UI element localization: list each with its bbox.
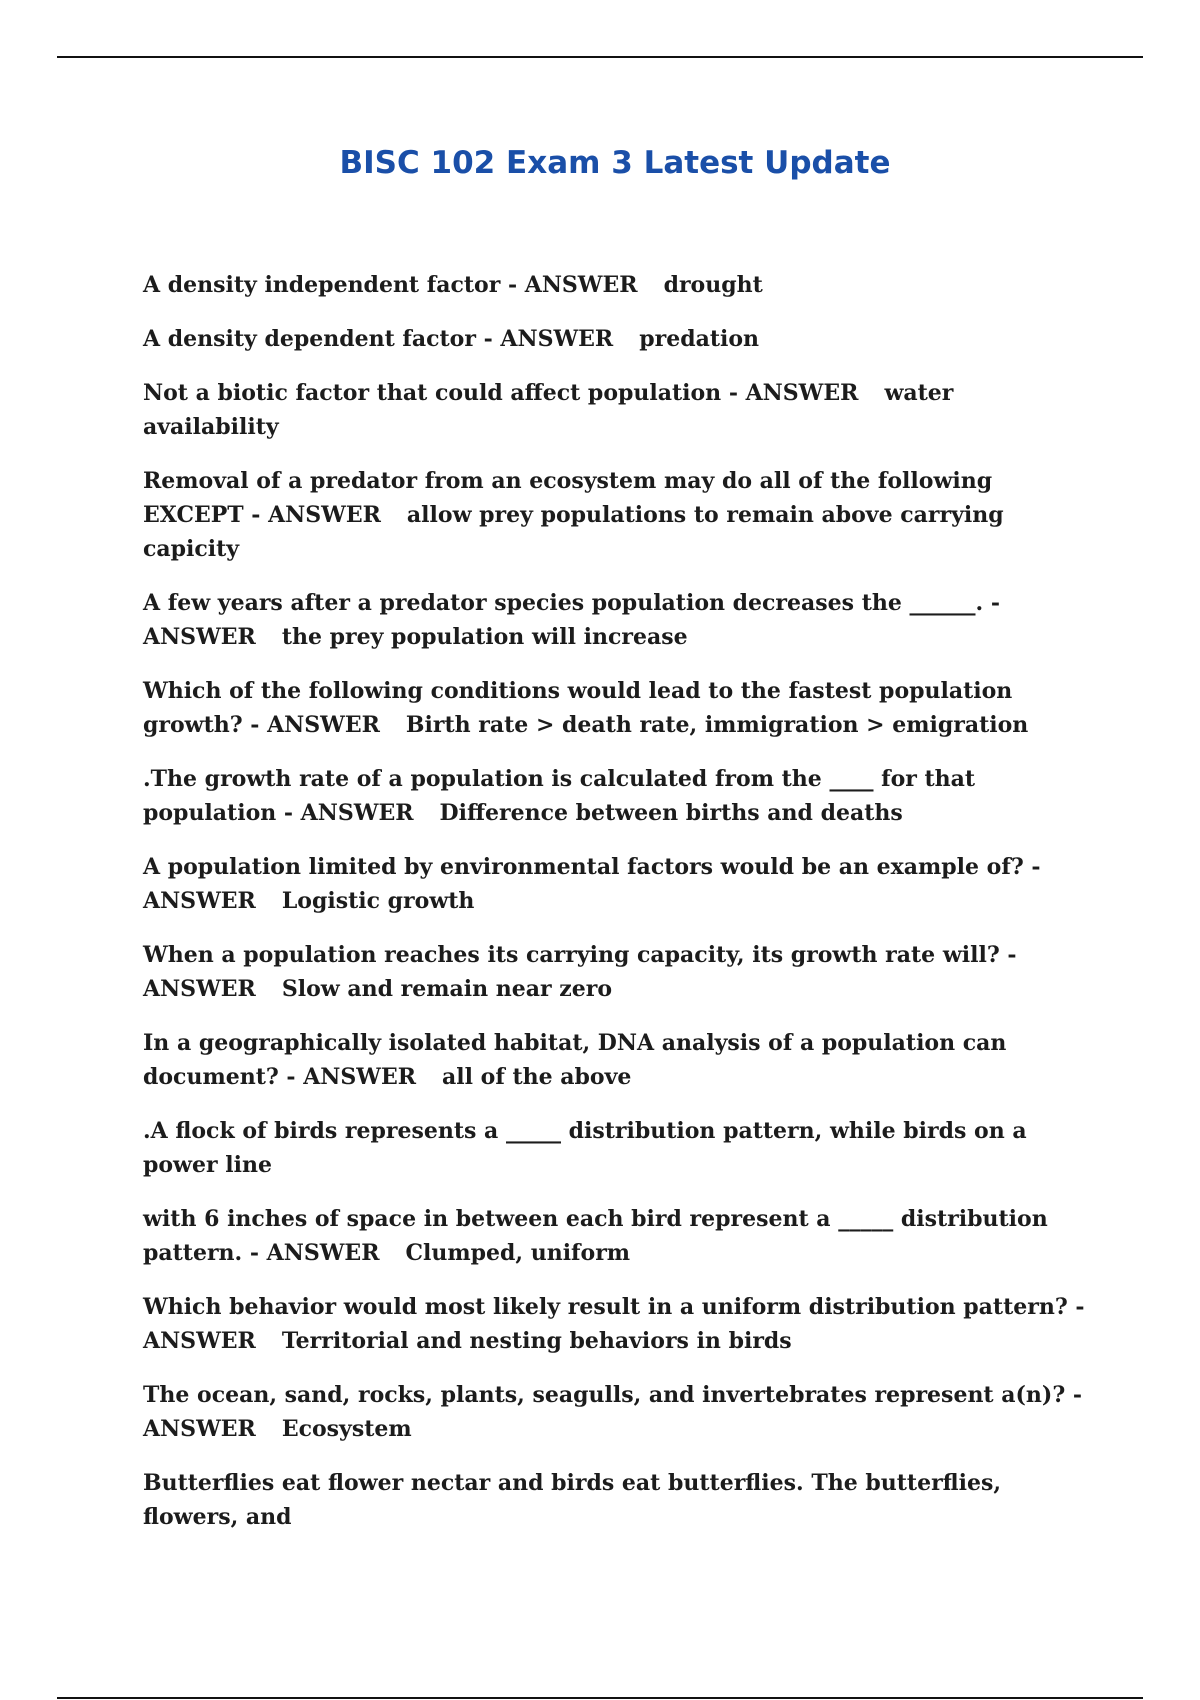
question-text: A density dependent factor - ANSWER xyxy=(143,326,614,352)
qa-item-1 xyxy=(143,268,1093,302)
answer-text: allow prey populations to remain above carrying capicity xyxy=(143,502,1004,562)
qa-item-10 xyxy=(143,1026,1093,1094)
answer-text: all of the above xyxy=(442,1064,632,1090)
question-text: Removal of a predator from an ecosystem may do all of the following EXCEPT - ANSWER xyxy=(143,468,993,528)
qa-item-13 xyxy=(143,1290,1093,1358)
answer-text: water availability xyxy=(143,380,954,440)
question-text: In a geographically isolated habitat, DNA analysis of a population can document? - ANSWER xyxy=(143,1030,1007,1090)
answer-text: Ecosystem xyxy=(281,1416,412,1442)
qa-item-9 xyxy=(143,938,1093,1006)
answer-text: Logistic growth xyxy=(281,888,475,914)
document-title: BISC 102 Exam 3 Latest Update xyxy=(339,145,891,181)
question-text: A population limited by environmental factors would be an example of? - ANSWER xyxy=(143,854,1041,914)
question-text: Which behavior would most likely result in a uniform distribution pattern? - ANSWER xyxy=(143,1294,1085,1354)
answer-text: Slow and remain near zero xyxy=(281,976,613,1002)
question-text: Not a biotic factor that could affect population - ANSWER xyxy=(143,380,859,406)
bottom-rule xyxy=(57,1697,1143,1699)
question-text: Butterflies eat flower nectar and birds eat butterflies. The butterflies, flowers, and xyxy=(143,1470,1002,1530)
qa-item-5 xyxy=(143,586,1093,654)
question-text: When a population reaches its carrying capacity, its growth rate will? - ANSWER xyxy=(143,942,1017,1002)
qa-item-2 xyxy=(143,322,1093,356)
answer-text: Difference between births and deaths xyxy=(439,800,903,826)
qa-item-7 xyxy=(143,762,1093,830)
qa-item-12 xyxy=(143,1202,1093,1270)
question-text: Which of the following conditions would lead to the fastest population growth? - ANSWER xyxy=(143,678,1013,738)
answer-text: the prey population will increase xyxy=(281,624,688,650)
qa-list xyxy=(143,268,1093,1554)
top-rule xyxy=(57,56,1143,58)
qa-item-4 xyxy=(143,464,1093,566)
question-text: with 6 inches of space in between each bird represent a _____ distribution pattern. - ANSWER xyxy=(143,1206,1048,1266)
qa-item-6 xyxy=(143,674,1093,742)
question-text: .A flock of birds represents a _____ distribution pattern, while birds on a power line xyxy=(143,1118,1027,1178)
answer-text: Clumped, uniform xyxy=(405,1240,631,1266)
question-text: The ocean, sand, rocks, plants, seagulls, and invertebrates represent a(n)? - ANSWER xyxy=(143,1382,1083,1442)
answer-text: Birth rate > death rate, immigration > emigration xyxy=(405,712,1029,738)
question-text: A few years after a predator species population decreases the ______. - ANSWER xyxy=(143,590,1000,650)
qa-item-14 xyxy=(143,1378,1093,1446)
answer-text: drought xyxy=(663,272,763,298)
qa-item-8 xyxy=(143,850,1093,918)
qa-item-15 xyxy=(143,1466,1093,1534)
qa-item-11 xyxy=(143,1114,1093,1182)
answer-text: Territorial and nesting behaviors in birds xyxy=(281,1328,792,1354)
question-text: .The growth rate of a population is calculated from the ____ for that population - ANSWER xyxy=(143,766,976,826)
qa-item-3 xyxy=(143,376,1093,444)
answer-text: predation xyxy=(639,326,760,352)
question-text: A density independent factor - ANSWER xyxy=(143,272,638,298)
